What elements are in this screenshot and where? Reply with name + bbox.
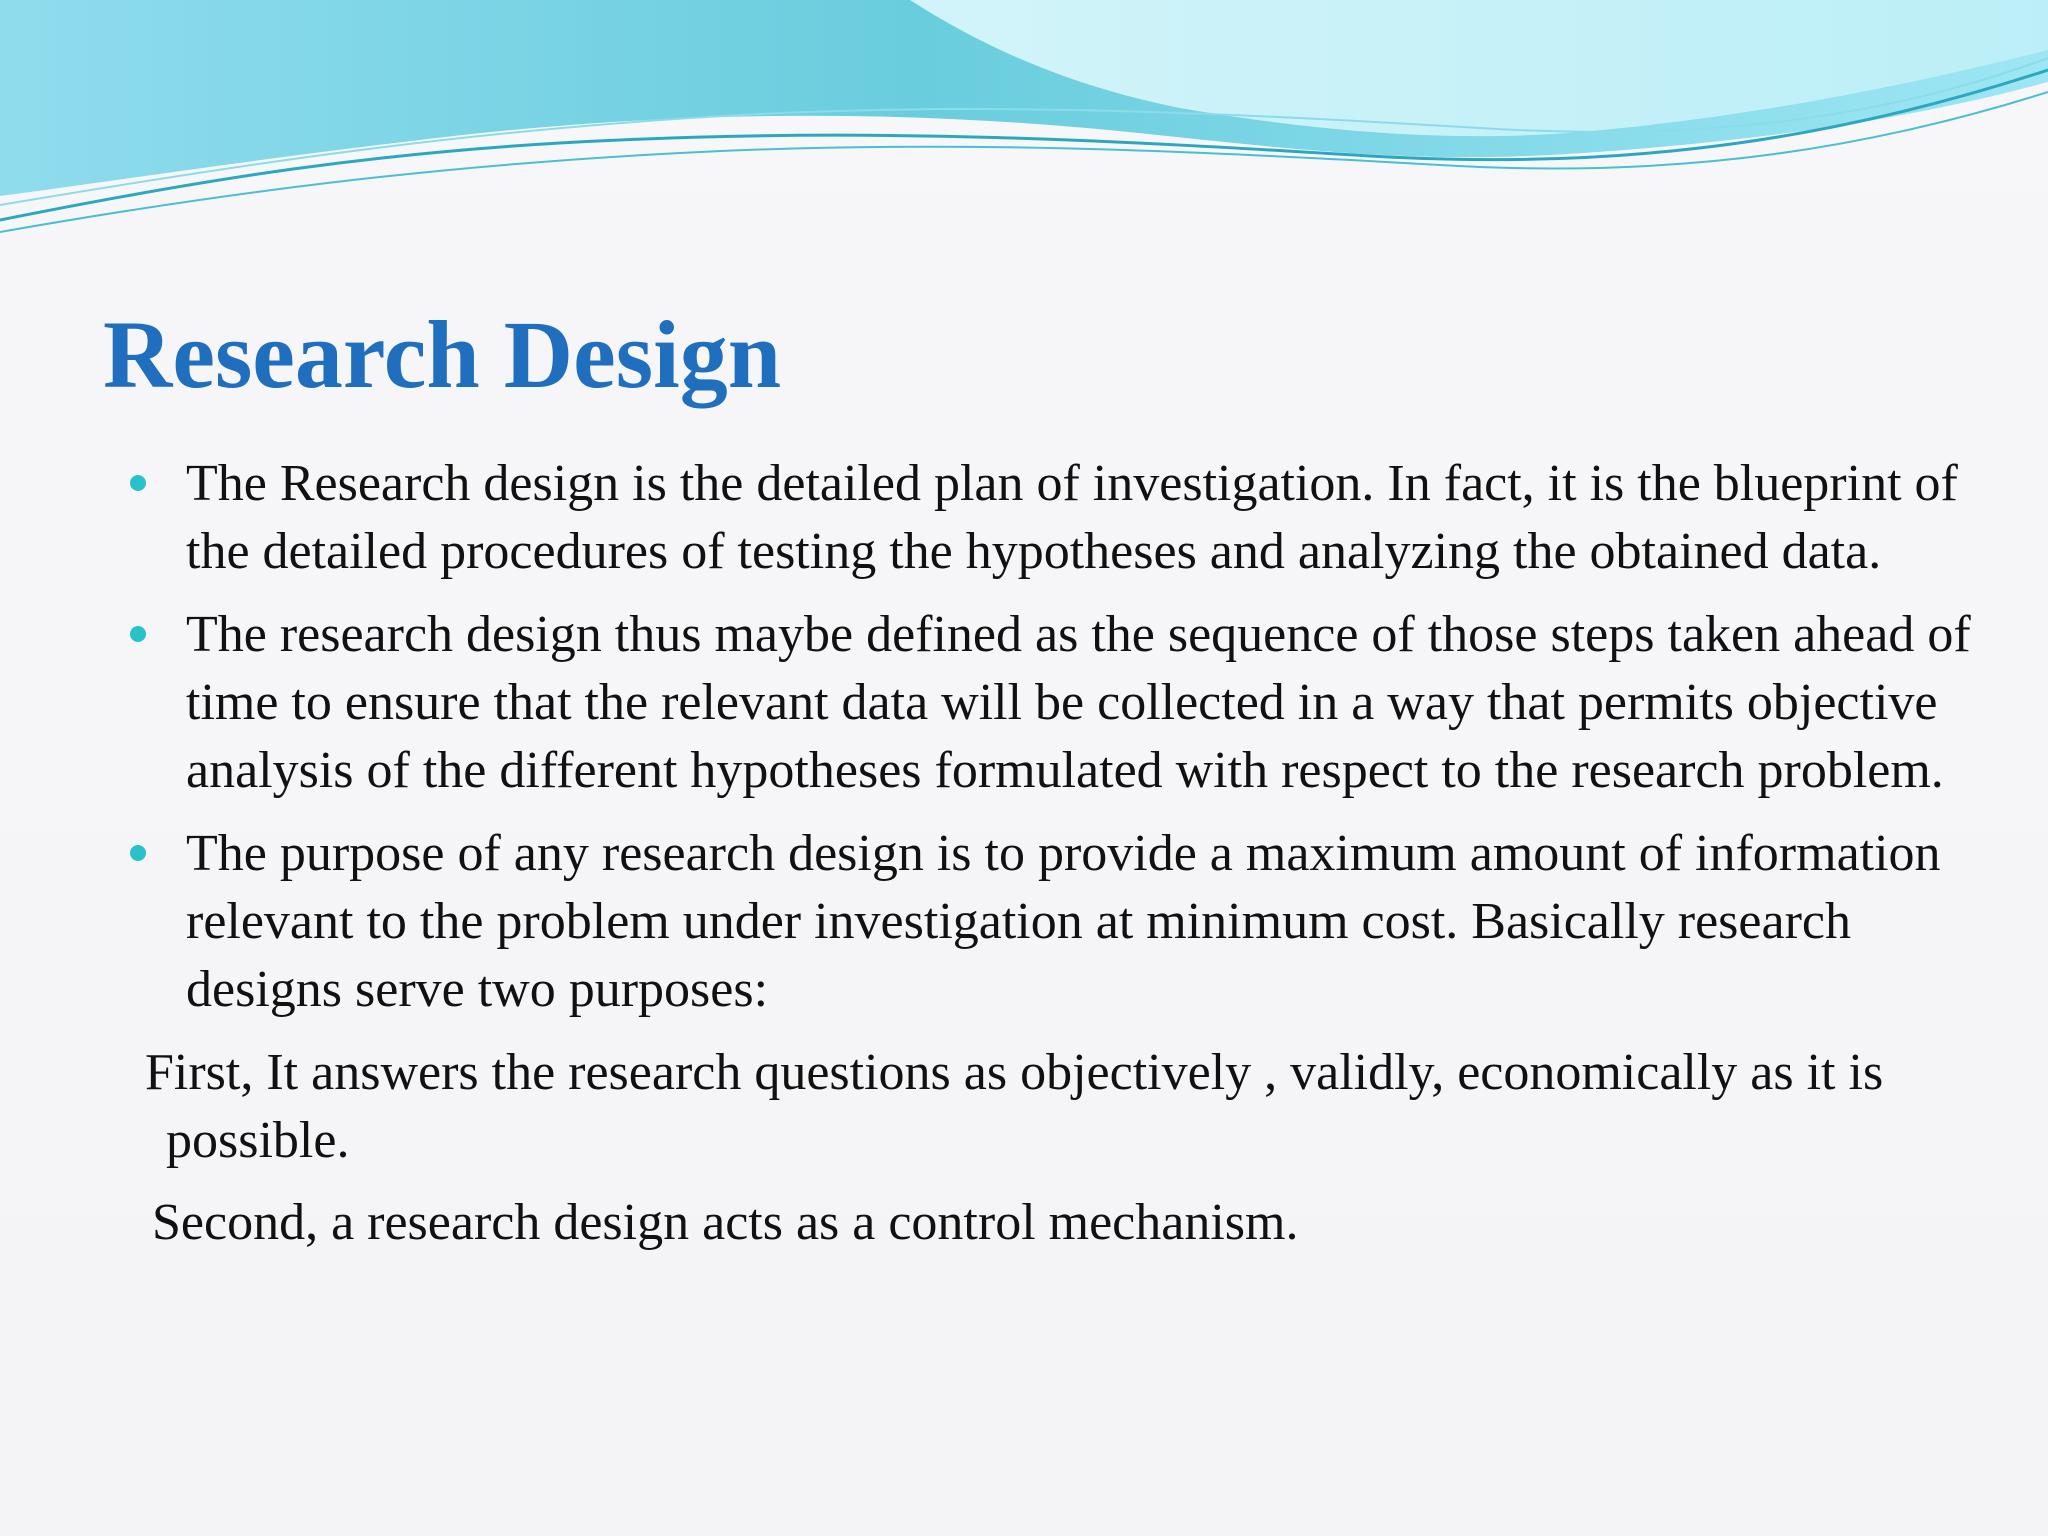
bullet-text: The purpose of any research design is to provide a maximum amount of information relevant to the problem under investigation at minimum cost. Basically research designs serve two purposes: xyxy=(186,825,1941,1018)
first-purpose: First, It answers the research questions as objectively , validly, economically as it is possible. xyxy=(145,1044,1884,1169)
top-wave-decoration xyxy=(0,0,2048,260)
bullet-text: The Research design is the detailed plan of investigation. In fact, it is the blueprint of the detailed procedures of testing the hypotheses and analyzing the obtained data. xyxy=(186,455,1958,580)
bullet-item xyxy=(130,820,1986,1024)
second-purpose: Second, a research design acts as a control mechanism. xyxy=(152,1194,1299,1251)
slide-title: Research Design xyxy=(103,301,782,408)
bullet-item xyxy=(130,450,1986,586)
slide-content xyxy=(130,450,1971,1257)
bullet-item xyxy=(130,601,1986,805)
bullet-dot-icon xyxy=(130,626,146,642)
bullet-dot-icon xyxy=(130,475,146,491)
bullet-text: The research design thus maybe defined as the sequence of those steps taken ahead of time to ensure that the relevant data will be collected in a way that permits objective analysis of the different hypotheses formulated with respect to the research problem. xyxy=(186,606,1971,799)
bullet-dot-icon xyxy=(130,845,146,861)
